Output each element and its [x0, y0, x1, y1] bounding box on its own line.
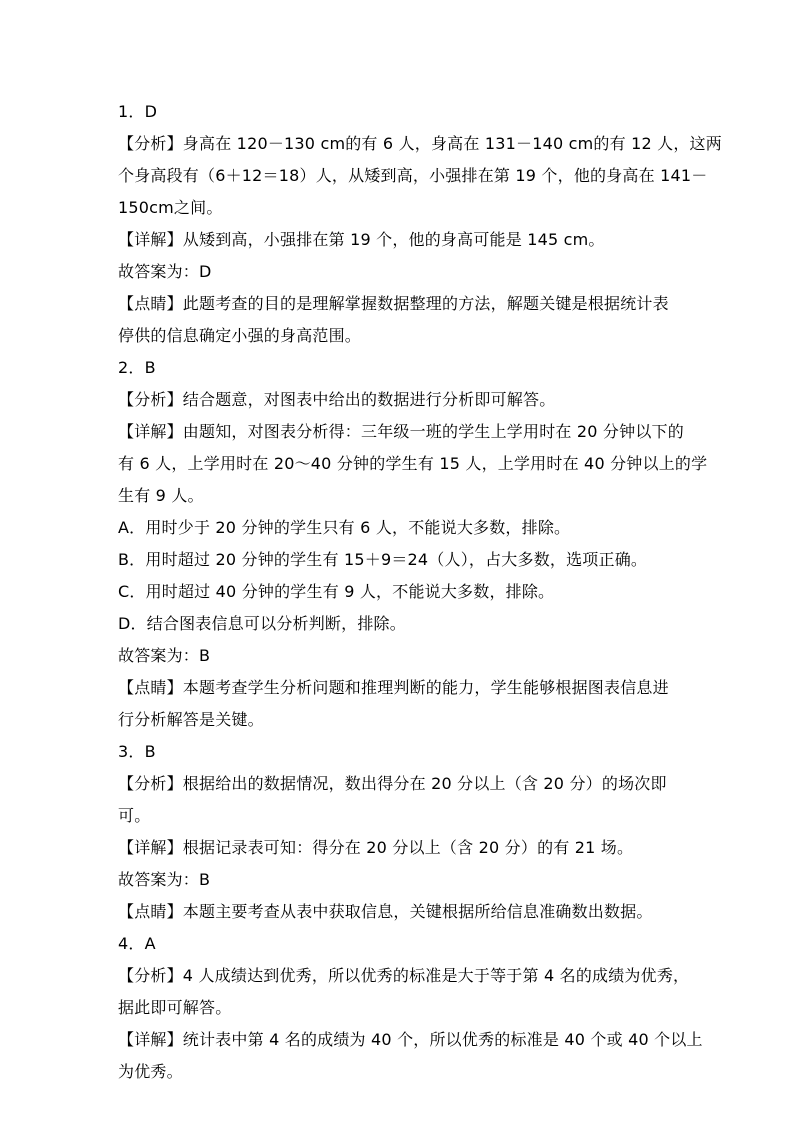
q1-analysis-line-3: 150cm之间。 [118, 198, 223, 217]
q4-explanation-line-1: 【详解】统计表中第 4 名的成绩为 40 个，所以优秀的标准是 40 个或 40 个以上 [118, 1030, 703, 1049]
q2-final-answer: 故答案为：B [118, 646, 211, 665]
q2-analysis: 【分析】结合题意，对图表中给出的数据进行分析即可解答。 [118, 390, 556, 409]
document-body [118, 96, 722, 1088]
q4-analysis-line-2: 据此即可解答。 [118, 998, 232, 1017]
q2-option-d: D．结合图表信息可以分析判断，排除。 [118, 614, 406, 633]
q1-comment-line-1: 【点睛】此题考查的目的是理解掌握数据整理的方法，解题关键是根据统计表 [118, 294, 669, 313]
q2-explanation-line-3: 生有 9 人。 [118, 486, 204, 505]
q4-answer: 4．A [118, 934, 156, 953]
q1-analysis-line-1: 【分析】身高在 120－130 cm的有 6 人，身高在 131－140 cm的有 12 人，这两 [118, 134, 722, 153]
q2-answer: 2．B [118, 358, 156, 377]
q1-explanation: 【详解】从矮到高，小强排在第 19 个，他的身高可能是 145 cm。 [118, 230, 605, 249]
q3-answer: 3．B [118, 742, 156, 761]
q3-analysis-line-2: 可。 [118, 806, 151, 825]
q4-analysis-line-1: 【分析】4 人成绩达到优秀，所以优秀的标准是大于等于第 4 名的成绩为优秀， [118, 966, 690, 985]
q2-explanation-line-1: 【详解】由题知，对图表分析得：三年级一班的学生上学用时在 20 分钟以下的 [118, 422, 684, 441]
q1-final-answer: 故答案为：D [118, 262, 212, 281]
q1-answer: 1．D [118, 102, 158, 121]
q2-comment-line-1: 【点睛】本题考查学生分析问题和推理判断的能力，学生能够根据图表信息进 [118, 678, 669, 697]
q2-option-a: A．用时少于 20 分钟的学生只有 6 人，不能说大多数，排除。 [118, 518, 571, 537]
q3-explanation: 【详解】根据记录表可知：得分在 20 分以上（含 20 分）的有 21 场。 [118, 838, 634, 857]
q2-option-b: B．用时超过 20 分钟的学生有 15＋9＝24（人），占大多数，选项正确。 [118, 550, 648, 569]
q2-comment-line-2: 行分析解答是关键。 [118, 710, 264, 729]
q4-explanation-line-2: 为优秀。 [118, 1062, 183, 1081]
q1-analysis-line-2: 个身高段有（6＋12＝18）人，从矮到高，小强排在第 19 个，他的身高在 141－ [118, 166, 708, 185]
q3-final-answer: 故答案为：B [118, 870, 211, 889]
q2-option-c: C．用时超过 40 分钟的学生有 9 人，不能说大多数，排除。 [118, 582, 555, 601]
q1-comment-line-2: 停供的信息确定小强的身高范围。 [118, 326, 362, 345]
q3-comment: 【点睛】本题主要考查从表中获取信息，关键根据所给信息准确数出数据。 [118, 902, 653, 921]
q2-explanation-line-2: 有 6 人，上学用时在 20～40 分钟的学生有 15 人，上学用时在 40 分钟以上的学 [118, 454, 708, 473]
q3-analysis-line-1: 【分析】根据给出的数据情况，数出得分在 20 分以上（含 20 分）的场次即 [118, 774, 667, 793]
